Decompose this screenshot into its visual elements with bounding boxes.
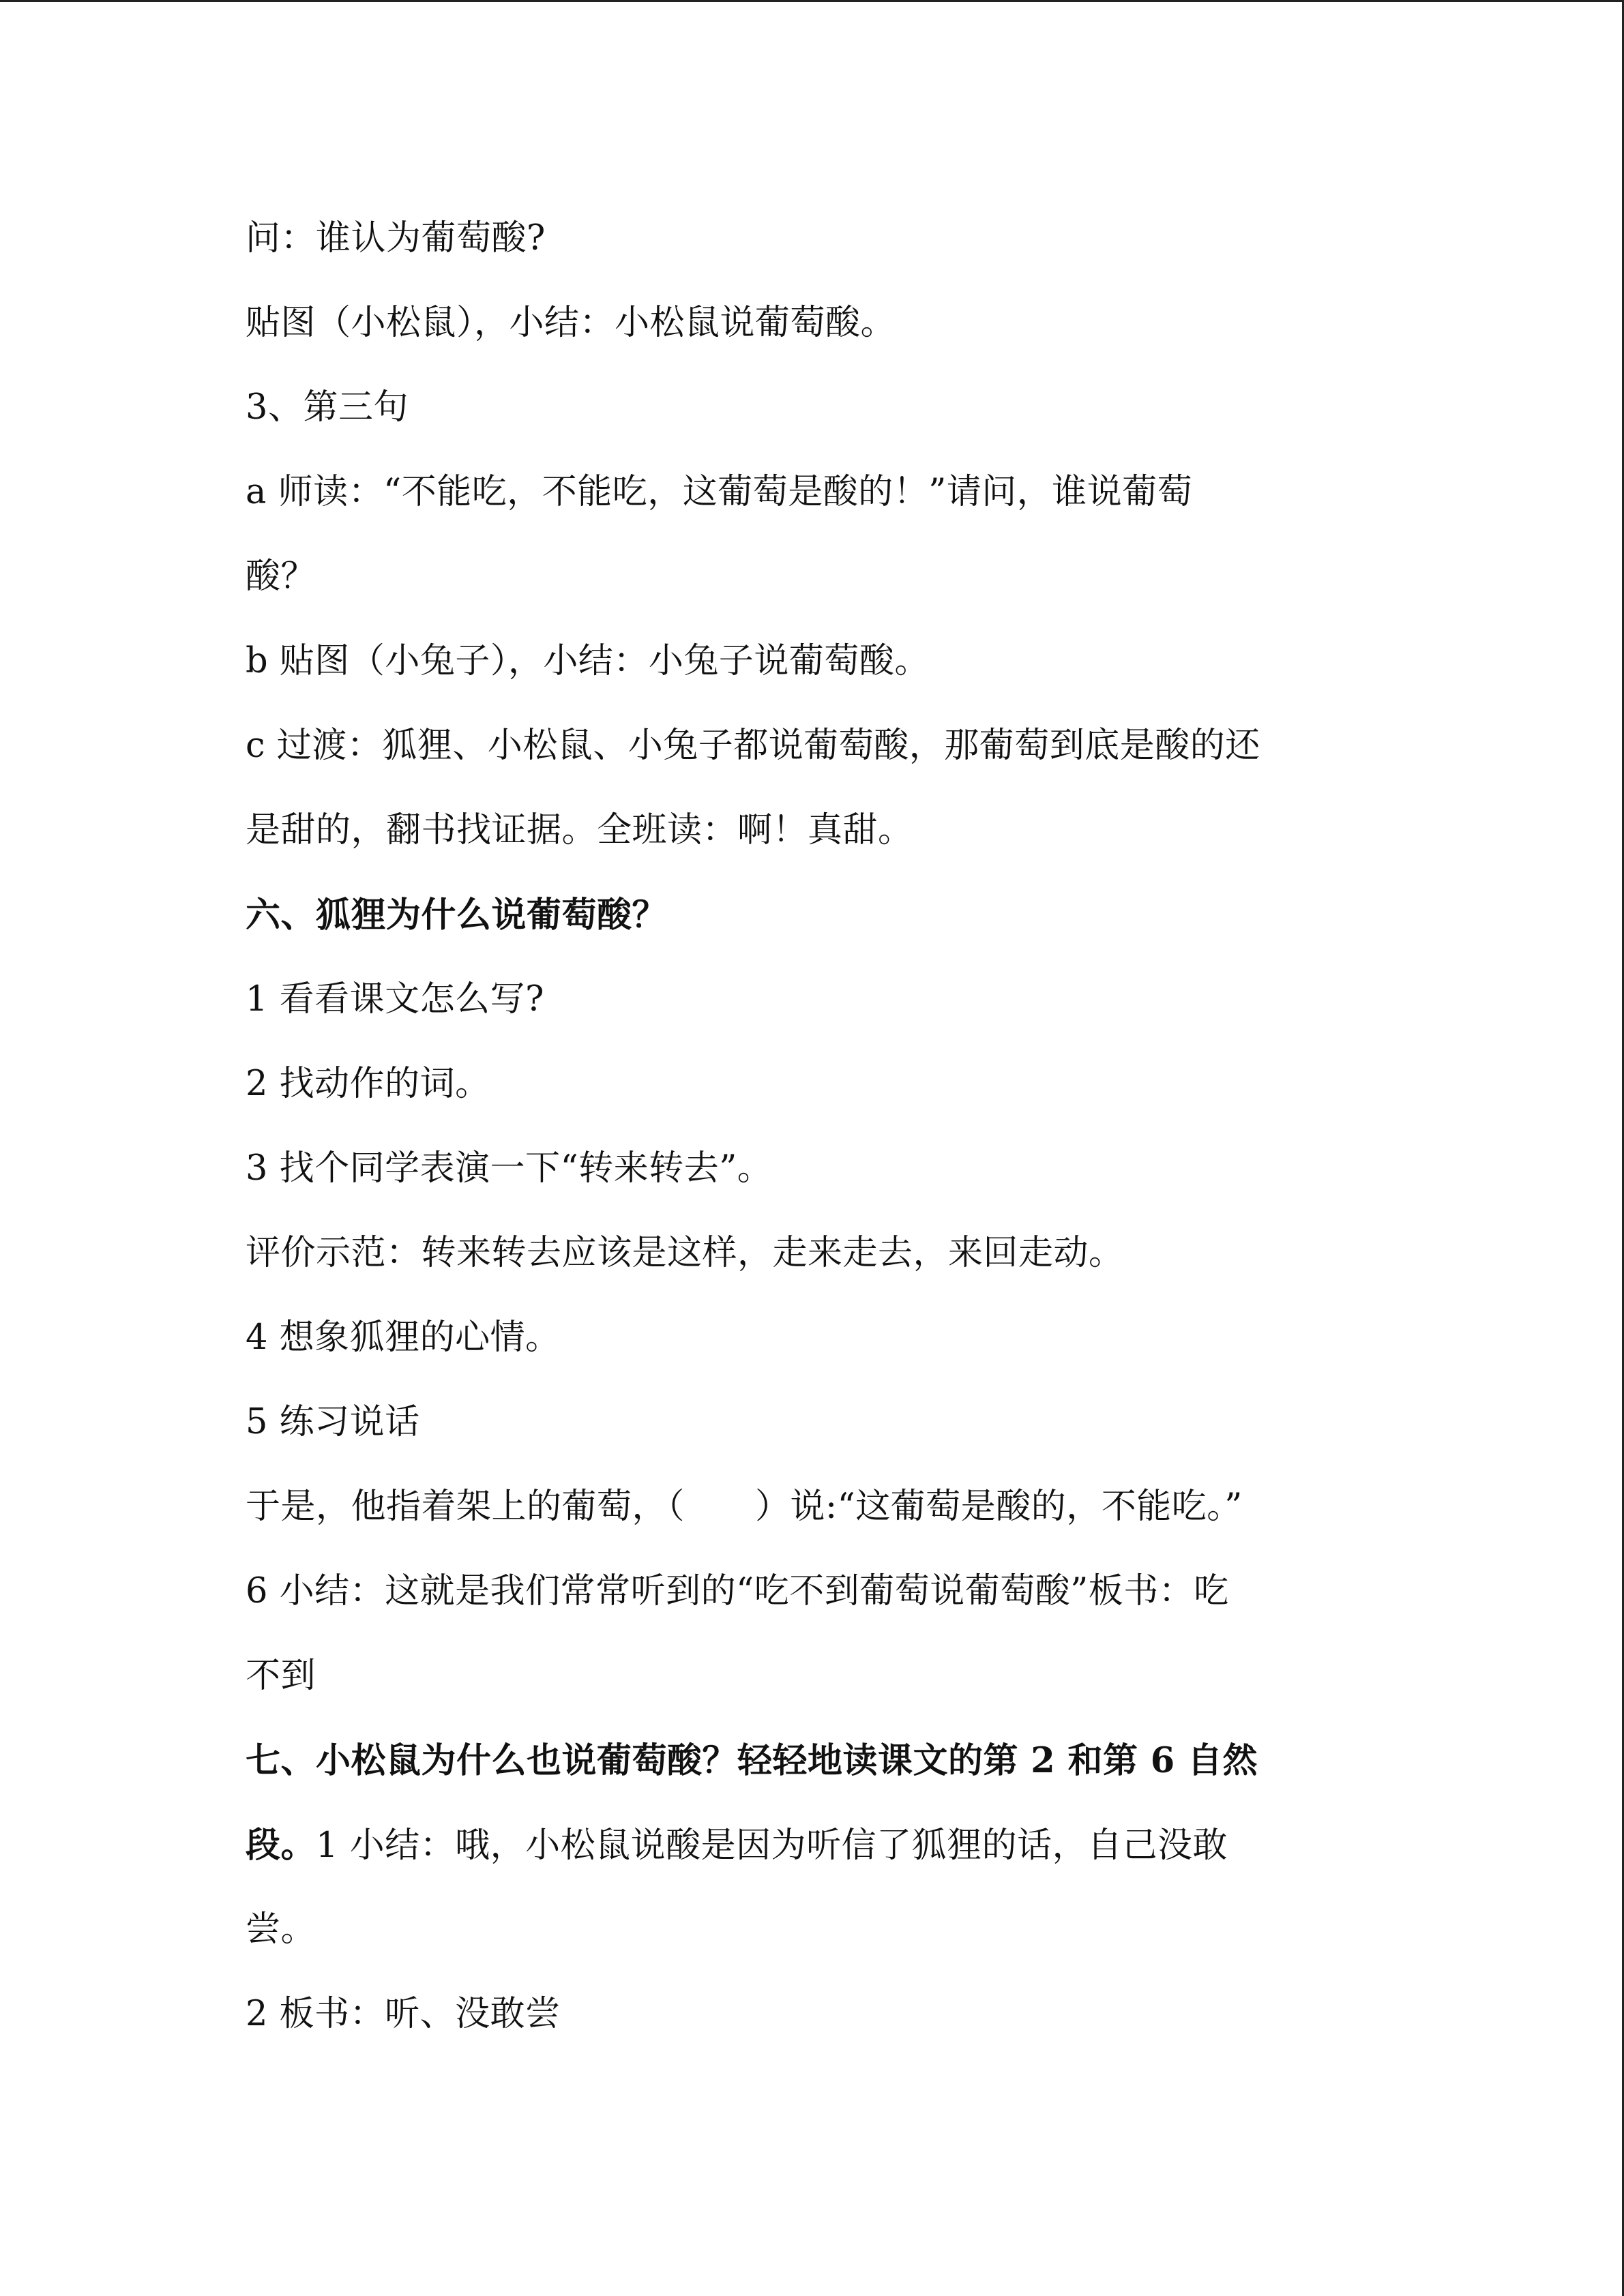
document-body	[246, 196, 1364, 2057]
text-line: 贴图（小松鼠），小结：小松鼠说葡萄酸。	[246, 303, 896, 343]
section-heading: 七、小松鼠为什么也说葡萄酸？轻轻地读课文的第 2 和第 6 自然	[246, 1740, 1258, 1781]
text-line: 于是，他指着架上的葡萄，（ ）说:“这葡萄是酸的，不能吃。”	[246, 1487, 1243, 1527]
text-line: 评价示范：转来转去应该是这样，走来走去，来回走动。	[246, 1233, 1124, 1273]
text-line: 尝。	[246, 1909, 316, 1950]
text-line: 5 练习说话	[246, 1402, 420, 1442]
text-line: 2 找动作的词。	[246, 1064, 490, 1104]
text-line: 6 小结：这就是我们常常听到的“吃不到葡萄说葡萄酸”板书：吃	[246, 1571, 1229, 1611]
text-line: 问：谁认为葡萄酸?	[246, 218, 546, 258]
text-line: 是甜的，翻书找证据。全班读：啊！真甜。	[246, 810, 913, 850]
text-line: c 过渡：狐狸、小松鼠、小兔子都说葡萄酸，那葡萄到底是酸的还	[246, 726, 1260, 766]
text-line: a 师读：“不能吃，不能吃，这葡萄是酸的！”请问，谁说葡萄	[246, 472, 1193, 512]
section-heading-end: 段。	[246, 1825, 316, 1866]
text-line: 1 看看课文怎么写?	[246, 979, 545, 1019]
text-line: 不到	[246, 1656, 316, 1696]
text-line: 4 想象狐狸的心情。	[246, 1317, 561, 1358]
text-line: 酸？	[246, 556, 316, 597]
text-line: 2 板书：听、没敢尝	[246, 1994, 561, 2034]
section-heading: 六、狐狸为什么说葡萄酸？	[246, 895, 668, 936]
text-inline: 1 小结：哦，小松鼠说酸是因为听信了狐狸的话，自己没敢	[316, 1825, 1228, 1866]
mixed-line	[246, 1803, 1364, 1888]
text-line: b 贴图（小兔子），小结：小兔子说葡萄酸。	[246, 641, 930, 681]
text-line: 3 找个同学表演一下“转来转去”。	[246, 1148, 773, 1189]
text-line: 3、第三句	[246, 387, 409, 428]
